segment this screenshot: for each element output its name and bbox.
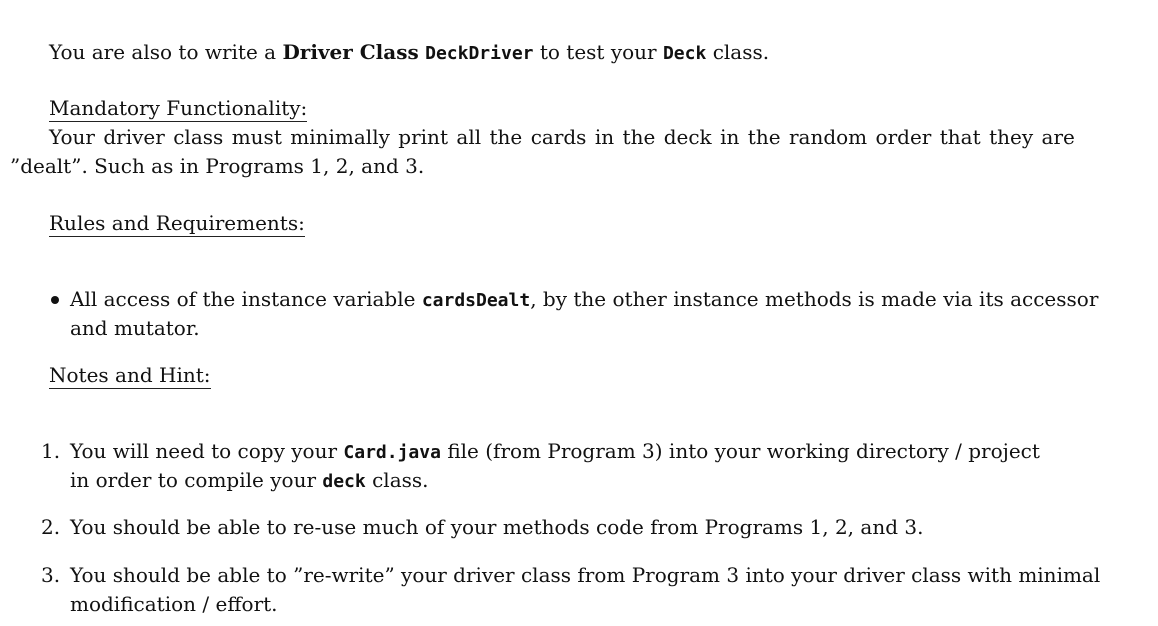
notes-item-2-number: 2. <box>41 515 61 539</box>
notes-item-1-post: file (from Program 3) into your working directory / project <box>447 439 1040 463</box>
mandatory-line-2: ”dealt”. Such as in Programs 1, 2, and 3. <box>10 154 425 178</box>
intro-post: class. <box>712 40 770 64</box>
mandatory-word: Your <box>49 125 95 149</box>
notes-item-2-text: You should be able to re-use much of your methods code from Programs 1, 2, and 3. <box>70 515 924 539</box>
notes-item-3-line-1: You should be able to ”re-write” your driver class from Program 3 into your driver class with minimal <box>70 563 1101 587</box>
notes-heading: Notes and Hint: <box>49 363 211 387</box>
mandatory-word: in <box>720 125 740 149</box>
mandatory-word: driver <box>103 125 165 149</box>
mandatory-word: print <box>398 125 448 149</box>
mandatory-word: minimally <box>290 125 390 149</box>
mandatory-word: are <box>1041 125 1075 149</box>
mandatory-word: they <box>989 125 1034 149</box>
intro-line <box>49 40 769 64</box>
rules-item-1-line-1 <box>70 287 1098 311</box>
mandatory-word: that <box>939 125 981 149</box>
mandatory-word: must <box>231 125 282 149</box>
notes-item-3-line-2: modification / effort. <box>70 592 278 616</box>
notes-item-1-code: Card.java <box>343 442 441 463</box>
rules-item-post: , by the other instance methods is made via its accessor <box>530 287 1099 311</box>
mandatory-word: cards <box>530 125 587 149</box>
notes-item-1-line2-post: class. <box>372 468 429 492</box>
notes-item-1-line2-code: deck <box>322 471 366 492</box>
mandatory-word: deck <box>663 125 712 149</box>
rules-heading: Rules and Requirements: <box>49 211 305 235</box>
intro-pre: You are also to write a <box>49 40 277 64</box>
mandatory-word: the <box>747 125 781 149</box>
intro-class-name: DeckDriver <box>425 43 534 64</box>
rules-item-code: cardsDealt <box>421 290 531 311</box>
mandatory-word: the <box>489 125 523 149</box>
mandatory-word: order <box>875 125 932 149</box>
intro-driver-class-label: Driver Class <box>282 40 419 64</box>
intro-deck-name: Deck <box>662 43 707 64</box>
mandatory-heading: Mandatory Functionality: <box>49 96 308 120</box>
mandatory-line-1 <box>49 125 1075 149</box>
rules-item-1-line-2: and mutator. <box>70 316 200 340</box>
notes-item-1-line-2 <box>70 468 429 492</box>
notes-item-1-line2-pre: in order to compile your <box>70 468 317 492</box>
mandatory-word: class <box>173 125 224 149</box>
notes-item-1-pre: You will need to copy your <box>70 439 338 463</box>
notes-item-3-number: 3. <box>41 563 61 587</box>
mandatory-word: random <box>788 125 868 149</box>
notes-item-1-line-1 <box>70 439 1040 463</box>
bullet-marker <box>51 296 59 304</box>
mandatory-word: the <box>622 125 656 149</box>
mandatory-word: all <box>456 125 482 149</box>
mandatory-word: in <box>594 125 615 149</box>
rules-item-pre: All access of the instance variable <box>70 287 416 311</box>
notes-item-1-number: 1. <box>41 439 61 463</box>
intro-mid: to test your <box>539 40 657 64</box>
